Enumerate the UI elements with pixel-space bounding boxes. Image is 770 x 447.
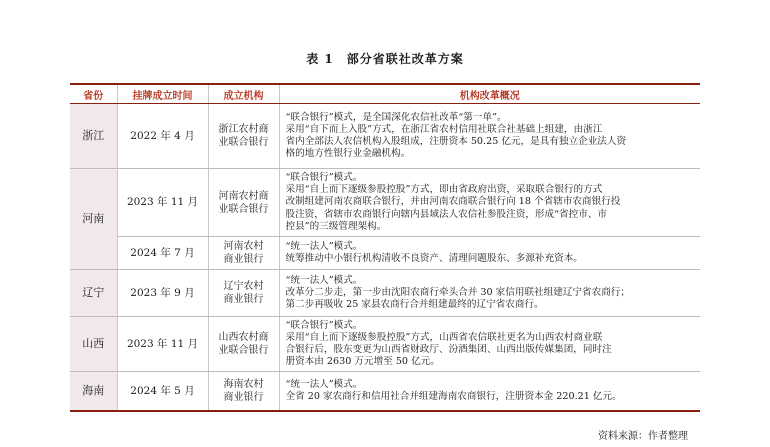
desc-line: 省内全部法人农信机构入股组成，注册资本 50.25 亿元，是具有独立企业法人资 xyxy=(285,136,627,147)
desc-line: 采用“自上而下逐级参股控股”方式，山西省农信联社更名为山西农村商业联 xyxy=(285,331,603,343)
date-cell: 2024 年 5 月 xyxy=(117,372,208,412)
table-title: 表 1 部分省联社改革方案 xyxy=(306,52,464,66)
org-line: 商业银行 xyxy=(223,254,264,265)
header-org: 成立机构 xyxy=(208,84,279,104)
table-row xyxy=(70,372,700,412)
org-line: 商业银行 xyxy=(223,294,264,305)
desc-cell xyxy=(279,169,700,237)
desc-line: “联合银行”模式。 xyxy=(285,171,363,183)
date-cell: 2024 年 7 月 xyxy=(117,237,208,270)
province-cell: 山西 xyxy=(70,317,117,372)
org-line: 业联合银行 xyxy=(218,137,269,148)
org-cell xyxy=(208,372,279,412)
org-line: 河南农村商 xyxy=(218,190,269,202)
org-cell xyxy=(208,237,279,270)
desc-line: 格的地方性银行业金融机构。 xyxy=(285,148,411,160)
org-cell xyxy=(208,169,279,237)
desc-line: 采用“自上而下逐级参股控股”方式，即由省政府出资，采取联合银行的方式 xyxy=(285,184,603,196)
date-cell: 2023 年 11 月 xyxy=(117,169,208,237)
header-province: 省份 xyxy=(70,84,117,104)
reform-table xyxy=(70,83,700,412)
desc-line: 控县”的三级管理架构。 xyxy=(285,220,387,232)
desc-line: 改革分二步走，第一步由沈阳农商行牵头合并 30 家信用联社组建辽宁省农商行； xyxy=(285,286,630,298)
table-row xyxy=(70,317,700,372)
desc-line: 采用“自下而上入股”方式，在浙江省农村信用社联合社基础上组建，由浙江 xyxy=(285,123,603,135)
date-cell: 2023 年 11 月 xyxy=(117,317,208,372)
table-row xyxy=(70,169,700,237)
desc-line: 统筹推动中小银行机构清收不良资产、清理问题股东、多源补充资本。 xyxy=(285,253,583,264)
desc-line: 股注资，省辖市农商银行向辖内县域法人农信社参股注资，形成“省控市、市 xyxy=(285,208,607,220)
desc-line: “联合银行”模式，是全国深化农信社改革“第一单”。 xyxy=(285,111,507,123)
org-cell xyxy=(208,104,279,169)
org-cell xyxy=(208,317,279,372)
org-line: 山西农村商 xyxy=(218,332,269,343)
desc-cell xyxy=(279,104,700,169)
org-line: 河南农村 xyxy=(223,241,264,252)
date-cell: 2022 年 4 月 xyxy=(117,104,208,169)
org-line: 业联合银行 xyxy=(218,345,269,356)
province-cell: 浙江 xyxy=(70,104,117,169)
province-cell: 辽宁 xyxy=(70,270,117,317)
desc-cell xyxy=(279,317,700,372)
desc-line: “统一法人”模式。 xyxy=(285,240,363,252)
desc-line: 第二步再吸收 25 家县农商行合并组建最终的辽宁省农商行。 xyxy=(285,299,544,311)
table-row xyxy=(70,104,700,169)
desc-cell xyxy=(279,372,700,412)
desc-line: 改制组建河南农商联合银行，并由河南农商联合银行向 18 个省辖市农商银行投 xyxy=(285,196,621,208)
date-cell: 2023 年 9 月 xyxy=(117,270,208,317)
table-row xyxy=(70,270,700,317)
province-cell: 河南 xyxy=(70,169,117,270)
org-line: 商业银行 xyxy=(223,392,264,403)
desc-cell xyxy=(279,270,700,317)
desc-line: 全省 20 家农商行和信用社合并组建海南农商银行，注册资本金 220.21 亿元。 xyxy=(285,391,622,402)
header-date: 挂牌成立时间 xyxy=(117,84,208,104)
table-row xyxy=(70,237,700,270)
province-cell: 海南 xyxy=(70,372,117,412)
header-row xyxy=(70,84,700,104)
org-cell xyxy=(208,270,279,317)
desc-line: 册资本由 2630 万元增至 50 亿元。 xyxy=(285,356,440,368)
desc-line: “联合银行”模式。 xyxy=(285,319,363,331)
desc-line: “统一法人”模式。 xyxy=(285,378,363,390)
desc-line: “统一法人”模式。 xyxy=(285,274,363,286)
org-line: 业联合银行 xyxy=(218,203,269,215)
desc-line: 合银行后，股东变更为山西省财政厅、汾酒集团、山西出版传媒集团，同时注 xyxy=(285,344,612,355)
org-line: 浙江农村商 xyxy=(218,124,269,135)
org-line: 辽宁农村 xyxy=(223,281,264,292)
desc-cell xyxy=(279,237,700,270)
source-note: 资料来源：作者整理 xyxy=(598,431,688,442)
org-line: 海南农村 xyxy=(223,379,264,390)
header-desc: 机构改革概况 xyxy=(279,84,700,104)
